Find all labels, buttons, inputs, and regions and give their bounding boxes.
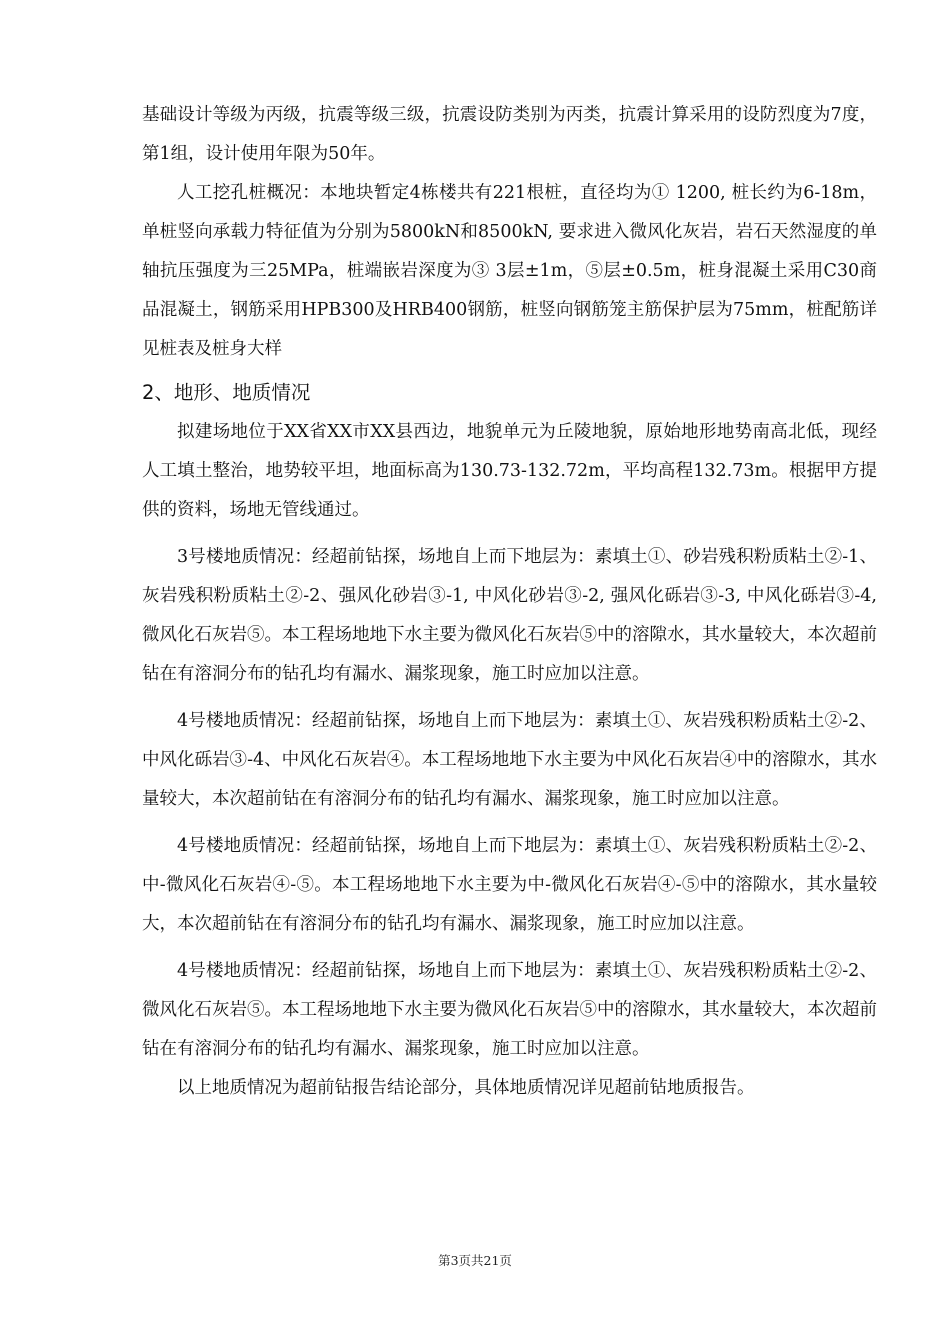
paragraph-building-4-geology-c: 4号楼地质情况：经超前钻探，场地自上而下地层为：素填土①、灰岩残积粉质粘土②-2、微风化石灰岩⑤。本工程场地地下水主要为微风化石灰岩⑤中的溶隙水，其水量较大，本次超前钻在有溶洞分布的钻孔均有漏水、漏浆现象，施工时应加以注意。 — [142, 961, 877, 1059]
paragraph-seismic-design: 基础设计等级为丙级，抗震等级三级，抗震设防类别为丙类，抗震计算采用的设防烈度为7度，第1组，设计使用年限为50年。 — [142, 105, 877, 164]
section-heading-terrain-geology: 2、地形、地质情况 — [142, 381, 311, 404]
paragraph-building-4-geology-a: 4号楼地质情况：经超前钻探，场地自上而下地层为：素填土①、灰岩残积粉质粘土②-2、中风化砾岩③-4、中风化石灰岩④。本工程场地地下水主要为中风化石灰岩④中的溶隙水，其水量较大，本次超前钻在有溶洞分布的钻孔均有漏水、漏浆现象，施工时应加以注意。 — [142, 711, 877, 809]
paragraph-building-3-geology: 3号楼地质情况：经超前钻探，场地自上而下地层为：素填土①、砂岩残积粉质粘土②-1、灰岩残积粉质粘土②-2、强风化砂岩③-1, 中风化砂岩③-2, 强风化砾岩③-3, 中风化砾岩③-4,微风化石灰岩⑤。本工程场地地下水主要为微风化石灰岩⑤中的溶隙水，其水量较大，本次超前钻在有溶洞分布的钻孔均有漏水、漏浆现象，施工时应加以注意。 — [142, 547, 877, 684]
document-page — [142, 96, 877, 1108]
page-footer: 第3页共21页 — [438, 1253, 512, 1268]
paragraph-pile-overview: 人工挖孔桩概况：本地块暂定4栋楼共有221根桩，直径均为① 1200, 桩长约为6-18m，单桩竖向承载力特征值为分别为5800kN和8500kN, 要求进入微风化灰岩，岩石天然湿度的单轴抗压强度为三25MPa，桩端嵌岩深度为③ 3层±1m，⑤层±0.5m，桩身混凝土采用C30商品混凝土，钢筋采用HPB300及HRB400钢筋，桩竖向钢筋笼主筋保护层为75mm，桩配筋详见桩表及桩身大样 — [142, 183, 877, 359]
paragraph-conclusion: 以上地质情况为超前钻报告结论部分，具体地质情况详见超前钻地质报告。 — [177, 1078, 755, 1098]
paragraph-building-4-geology-b: 4号楼地质情况：经超前钻探，场地自上而下地层为：素填土①、灰岩残积粉质粘土②-2、中-微风化石灰岩④-⑤。本工程场地地下水主要为中-微风化石灰岩④-⑤中的溶隙水，其水量较大，本次超前钻在有溶洞分布的钻孔均有漏水、漏浆现象，施工时应加以注意。 — [142, 836, 877, 934]
paragraph-site-location: 拟建场地位于XX省XX市XX县西边，地貌单元为丘陵地貌，原始地形地势南高北低，现经人工填土整治，地势较平坦，地面标高为130.73-132.72m，平均高程132.73m。根据甲方提供的资料，场地无管线通过。 — [142, 422, 877, 520]
